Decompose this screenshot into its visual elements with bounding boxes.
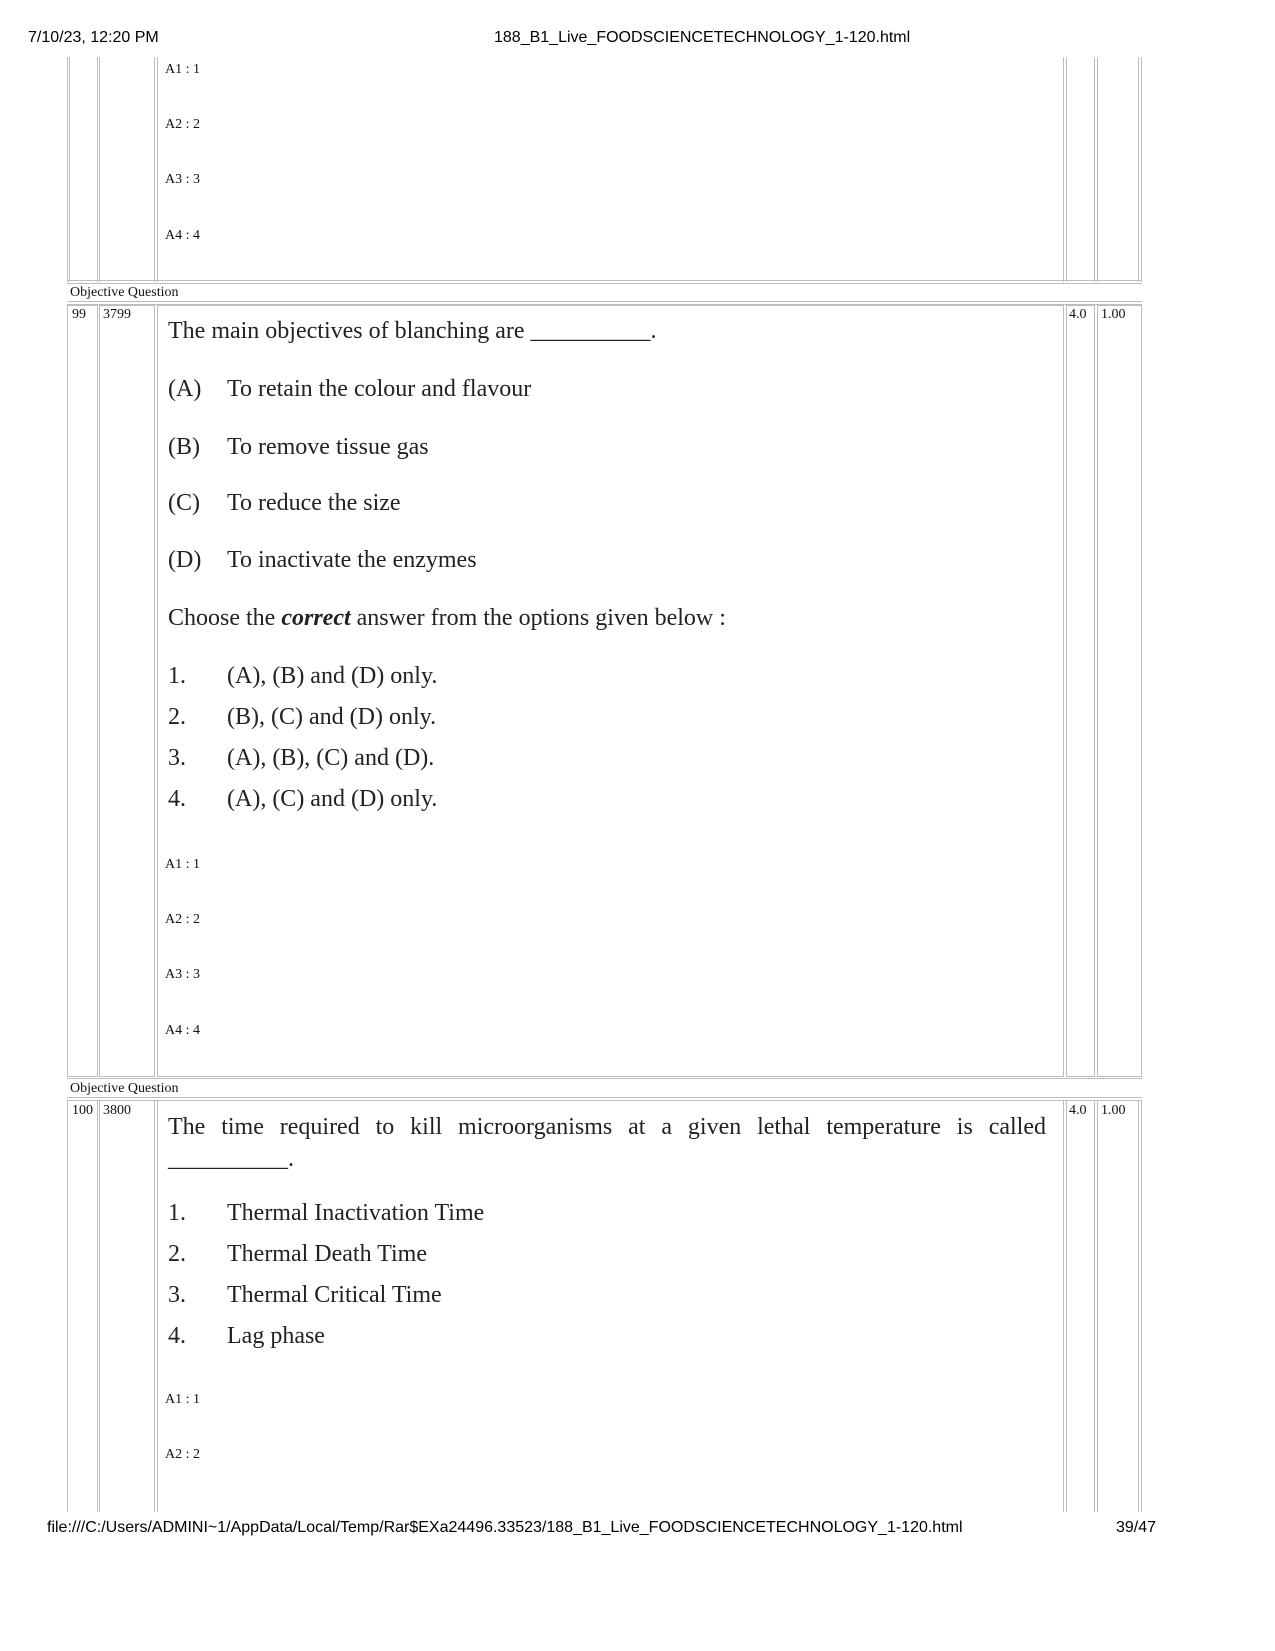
statement-text: To retain the colour and flavour [227, 376, 532, 402]
marks: 4.0 [1069, 1103, 1087, 1118]
option-number: 3. [168, 1282, 186, 1308]
negative-marks: 1.00 [1101, 307, 1126, 322]
answer-key-a4: A4 : 4 [165, 1023, 200, 1038]
choose-instruction: Choose the correct answer from the options given below : [168, 605, 726, 631]
option-number: 2. [168, 1241, 186, 1267]
answer-key-a3: A3 : 3 [165, 967, 200, 982]
option-text: Thermal Death Time [227, 1241, 427, 1267]
answer-key-a1: A1 : 1 [165, 1392, 200, 1407]
statement-label: (D) [168, 547, 202, 573]
question-text-line-2: __________. [168, 1146, 294, 1172]
serial-number: 99 [72, 307, 86, 322]
answer-key-a1: A1 : 1 [165, 857, 200, 872]
question-text-line-1: The time required to kill microorganisms at a given lethal temperature is called [168, 1114, 1046, 1140]
question-id: 3800 [103, 1103, 131, 1118]
statement-text: To remove tissue gas [227, 434, 429, 460]
option-text: Lag phase [227, 1323, 325, 1349]
option-number: 3. [168, 745, 186, 771]
prev-answer-a4: A4 : 4 [165, 228, 200, 243]
option-number: 4. [168, 786, 186, 812]
option-text: (A), (B) and (D) only. [227, 663, 438, 689]
marks: 4.0 [1069, 307, 1087, 322]
statement-text: To reduce the size [227, 490, 401, 516]
option-text: (A), (C) and (D) only. [227, 786, 438, 812]
print-datetime: 7/10/23, 12:20 PM [28, 29, 159, 46]
serial-number: 100 [72, 1103, 93, 1118]
question-id: 3799 [103, 307, 131, 322]
question-type-label: Objective Question [70, 285, 179, 300]
negative-marks: 1.00 [1101, 1103, 1126, 1118]
option-number: 2. [168, 704, 186, 730]
answer-key-a2: A2 : 2 [165, 1447, 200, 1462]
document-title: 188_B1_Live_FOODSCIENCETECHNOLOGY_1-120.html [494, 29, 911, 46]
file-path: file:///C:/Users/ADMINI~1/AppData/Local/Temp/Rar$EXa24496.33523/188_B1_Live_FOODSCIENCETECHNOLOGY_1-120.html [47, 1519, 963, 1536]
prev-answer-a1: A1 : 1 [165, 62, 200, 77]
option-number: 1. [168, 1200, 186, 1226]
question-text: The main objectives of blanching are __________. [168, 318, 657, 344]
option-text: Thermal Critical Time [227, 1282, 442, 1308]
option-number: 4. [168, 1323, 186, 1349]
option-text: (A), (B), (C) and (D). [227, 745, 435, 771]
statement-label: (B) [168, 434, 200, 460]
statement-label: (A) [168, 376, 202, 402]
statement-text: To inactivate the enzymes [227, 547, 477, 573]
question-type-label: Objective Question [70, 1081, 179, 1096]
page-number: 39/47 [1116, 1519, 1157, 1536]
prev-answer-a2: A2 : 2 [165, 117, 200, 132]
prev-answer-a3: A3 : 3 [165, 172, 200, 187]
option-text: (B), (C) and (D) only. [227, 704, 437, 730]
option-text: Thermal Inactivation Time [227, 1200, 485, 1226]
option-number: 1. [168, 663, 186, 689]
statement-label: (C) [168, 490, 200, 516]
answer-key-a2: A2 : 2 [165, 912, 200, 927]
